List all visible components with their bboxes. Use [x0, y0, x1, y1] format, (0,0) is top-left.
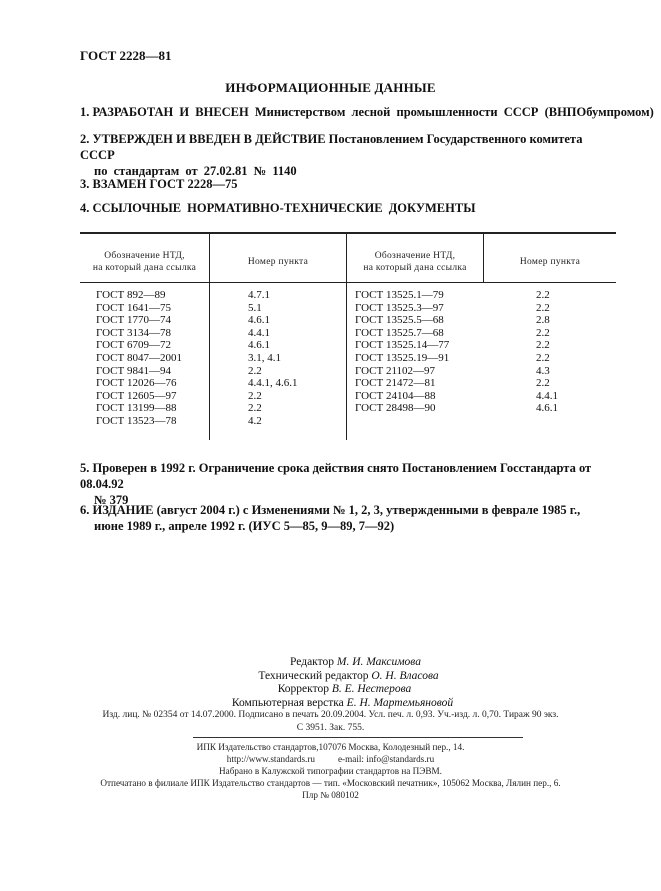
- table-column-right-clauses: [536, 289, 558, 415]
- credit-proofreader: Корректор В. Е. Нестерова: [277, 683, 412, 695]
- table-cell-designation: ГОСТ 13525.5—68: [355, 314, 444, 327]
- table-header-designation: Обозначение НТД, на который дана ссылка: [92, 251, 197, 273]
- section-3-number: 3.: [80, 177, 90, 191]
- print-info-line2: С 3951. Зак. 755.: [296, 722, 365, 733]
- table-cell-clause: 3.1, 4.1: [248, 351, 281, 364]
- table-cell-clause: 2.2: [536, 351, 550, 364]
- table-cell-designation: ГОСТ 8047—2001: [96, 351, 182, 364]
- section-5-number: 5.: [80, 461, 90, 475]
- section-5-line1: Проверен в 1992 г. Ограничение срока действия снято Постановлением Госстандарта от 08.04.92: [80, 461, 592, 491]
- table-cell-clause: 2.2: [536, 289, 550, 301]
- table-cell-designation: ГОСТ 24104—88: [355, 389, 436, 402]
- table-cell-clause: 4.3: [536, 364, 550, 377]
- table-cell-designation: ГОСТ 13523—78: [96, 414, 177, 427]
- table-cell-clause: 2.2: [248, 402, 262, 415]
- table-header-rule: [80, 282, 616, 283]
- table-cell-designation: ГОСТ 21102—97: [355, 364, 436, 377]
- print-info-line1: Изд. лиц. № 02354 от 14.07.2000. Подписано в печать 20.09.2004. Усл. печ. л. 0,93. Уч.-изд. л. 0,70. Тираж 90 экз.: [102, 710, 559, 720]
- publisher-line3: Набрано в Калужской типографии стандартов на ПЭВМ.: [219, 766, 442, 776]
- section-1: [80, 104, 654, 120]
- table-cell-designation: ГОСТ 12026—76: [96, 377, 177, 390]
- table-cell-clause: 4.6.1: [248, 314, 270, 327]
- table-cell-designation: ГОСТ 6709—72: [96, 339, 171, 352]
- section-2-line1: УТВЕРЖДЕН И ВВЕДЕН В ДЕЙСТВИЕ Постановлением Государственного комитета СССР: [80, 132, 583, 162]
- table-cell-designation: ГОСТ 1770—74: [96, 314, 171, 327]
- section-5: [80, 460, 620, 508]
- section-2-line2: по стандартам от 27.02.81 № 1140: [94, 164, 297, 178]
- table-cell-clause: 4.6.1: [248, 339, 270, 352]
- table-cell-clause: 2.2: [248, 389, 262, 402]
- table-cell-designation: ГОСТ 13199—88: [96, 402, 177, 415]
- table-cell-designation: ГОСТ 13525.19—91: [355, 351, 450, 364]
- doc-header: ГОСТ 2228—81: [80, 48, 172, 63]
- table-cell-designation: ГОСТ 13525.1—79: [355, 289, 444, 301]
- section-4-text: ССЫЛОЧНЫЕ НОРМАТИВНО-ТЕХНИЧЕСКИЕ ДОКУМЕНТЫ: [92, 201, 476, 215]
- table-cell-clause: 4.6.1: [536, 402, 558, 415]
- section-4-number: 4.: [80, 201, 90, 215]
- publisher-line5: Плр № 080102: [302, 790, 359, 800]
- table-header-clause-right: Номер пункта: [519, 257, 581, 267]
- table-cell-designation: ГОСТ 9841—94: [96, 364, 171, 377]
- publisher-rule: [193, 737, 523, 738]
- table-column-left-docs: [96, 289, 182, 428]
- table-header-clause: Номер пункта: [247, 257, 309, 267]
- table-cell-designation: ГОСТ 21472—81: [355, 377, 436, 390]
- page-title: ИНФОРМАЦИОННЫЕ ДАННЫЕ: [225, 80, 436, 95]
- table-cell-designation: ГОСТ 28498—90: [355, 402, 436, 415]
- section-1-number: 1.: [80, 105, 90, 119]
- table-cell-designation: ГОСТ 13525.14—77: [355, 339, 450, 352]
- table-cell-designation: ГОСТ 13525.7—68: [355, 326, 444, 339]
- credit-tech-editor: Технический редактор О. Н. Власова: [258, 669, 439, 682]
- table-cell-clause: 4.4.1: [248, 326, 270, 339]
- table-cell-clause: 2.2: [536, 326, 550, 339]
- section-3: [80, 176, 237, 192]
- table-column-right-docs: [355, 289, 449, 415]
- section-4: [80, 200, 475, 216]
- section-6-line2: июне 1989 г., апреле 1992 г. (ИУС 5—85, 9—89, 7—92): [94, 519, 395, 533]
- table-cell-clause: 2.2: [248, 364, 262, 377]
- table-cell-clause: 4.2: [248, 414, 262, 427]
- credit-layout: Компьютерная верстка Е. Н. Мартемьяновой: [231, 696, 454, 709]
- table-cell-clause: 4.7.1: [248, 289, 270, 301]
- reference-table: [80, 232, 616, 440]
- publisher-line4: Отпечатано в филиале ИПК Издательство стандартов — тип. «Московский печатник», 105062 Москва, Лялин пер., 6.: [100, 778, 561, 788]
- table-cell-clause: 4.4.1: [536, 389, 558, 402]
- publisher-line2: http://www.standards.ru e-mail: info@standards.ru: [226, 754, 435, 764]
- table-cell-designation: ГОСТ 12605—97: [96, 389, 177, 402]
- publisher-line1: ИПК Издательство стандартов,107076 Москва, Колодезный пер., 14.: [196, 742, 465, 752]
- section-2-number: 2.: [80, 132, 90, 146]
- section-6-line1: ИЗДАНИЕ (август 2004 г.) с Изменениями № 1, 2, 3, утвержденными в феврале 1985 г.,: [92, 503, 581, 517]
- section-5-line2: № 379: [94, 493, 129, 507]
- publisher-info: [0, 741, 661, 801]
- section-6: [80, 502, 620, 534]
- table-cell-designation: ГОСТ 13525.3—97: [355, 301, 444, 314]
- section-6-number: 6.: [80, 503, 90, 517]
- table-cell-clause: 2.8: [536, 314, 550, 327]
- table-top-rule: [80, 232, 616, 234]
- table-cell-clause: 2.2: [536, 339, 550, 352]
- section-2: [80, 131, 620, 179]
- table-cell-clause: 4.4.1, 4.6.1: [248, 377, 298, 390]
- section-3-text: ВЗАМЕН ГОСТ 2228—75: [92, 177, 238, 191]
- table-cell-designation: ГОСТ 3134—78: [96, 326, 171, 339]
- table-cell-designation: ГОСТ 1641—75: [96, 301, 171, 314]
- credit-editor: Редактор М. И. Максимова: [290, 656, 421, 668]
- table-cell-clause: 2.2: [536, 377, 550, 390]
- table-cell-designation: ГОСТ 892—89: [96, 289, 166, 301]
- table-cell-clause: 2.2: [536, 301, 550, 314]
- credits-block: [0, 656, 661, 710]
- print-info: [0, 709, 661, 734]
- table-column-left-clauses: [248, 289, 298, 428]
- table-header-designation-right: Обозначение НТД, на который дана ссылка: [363, 251, 467, 273]
- section-1-text: РАЗРАБОТАН И ВНЕСЕН Министерством лесной промышленности СССР (ВНПОбумпромом): [92, 105, 654, 119]
- table-cell-clause: 5.1: [248, 301, 262, 314]
